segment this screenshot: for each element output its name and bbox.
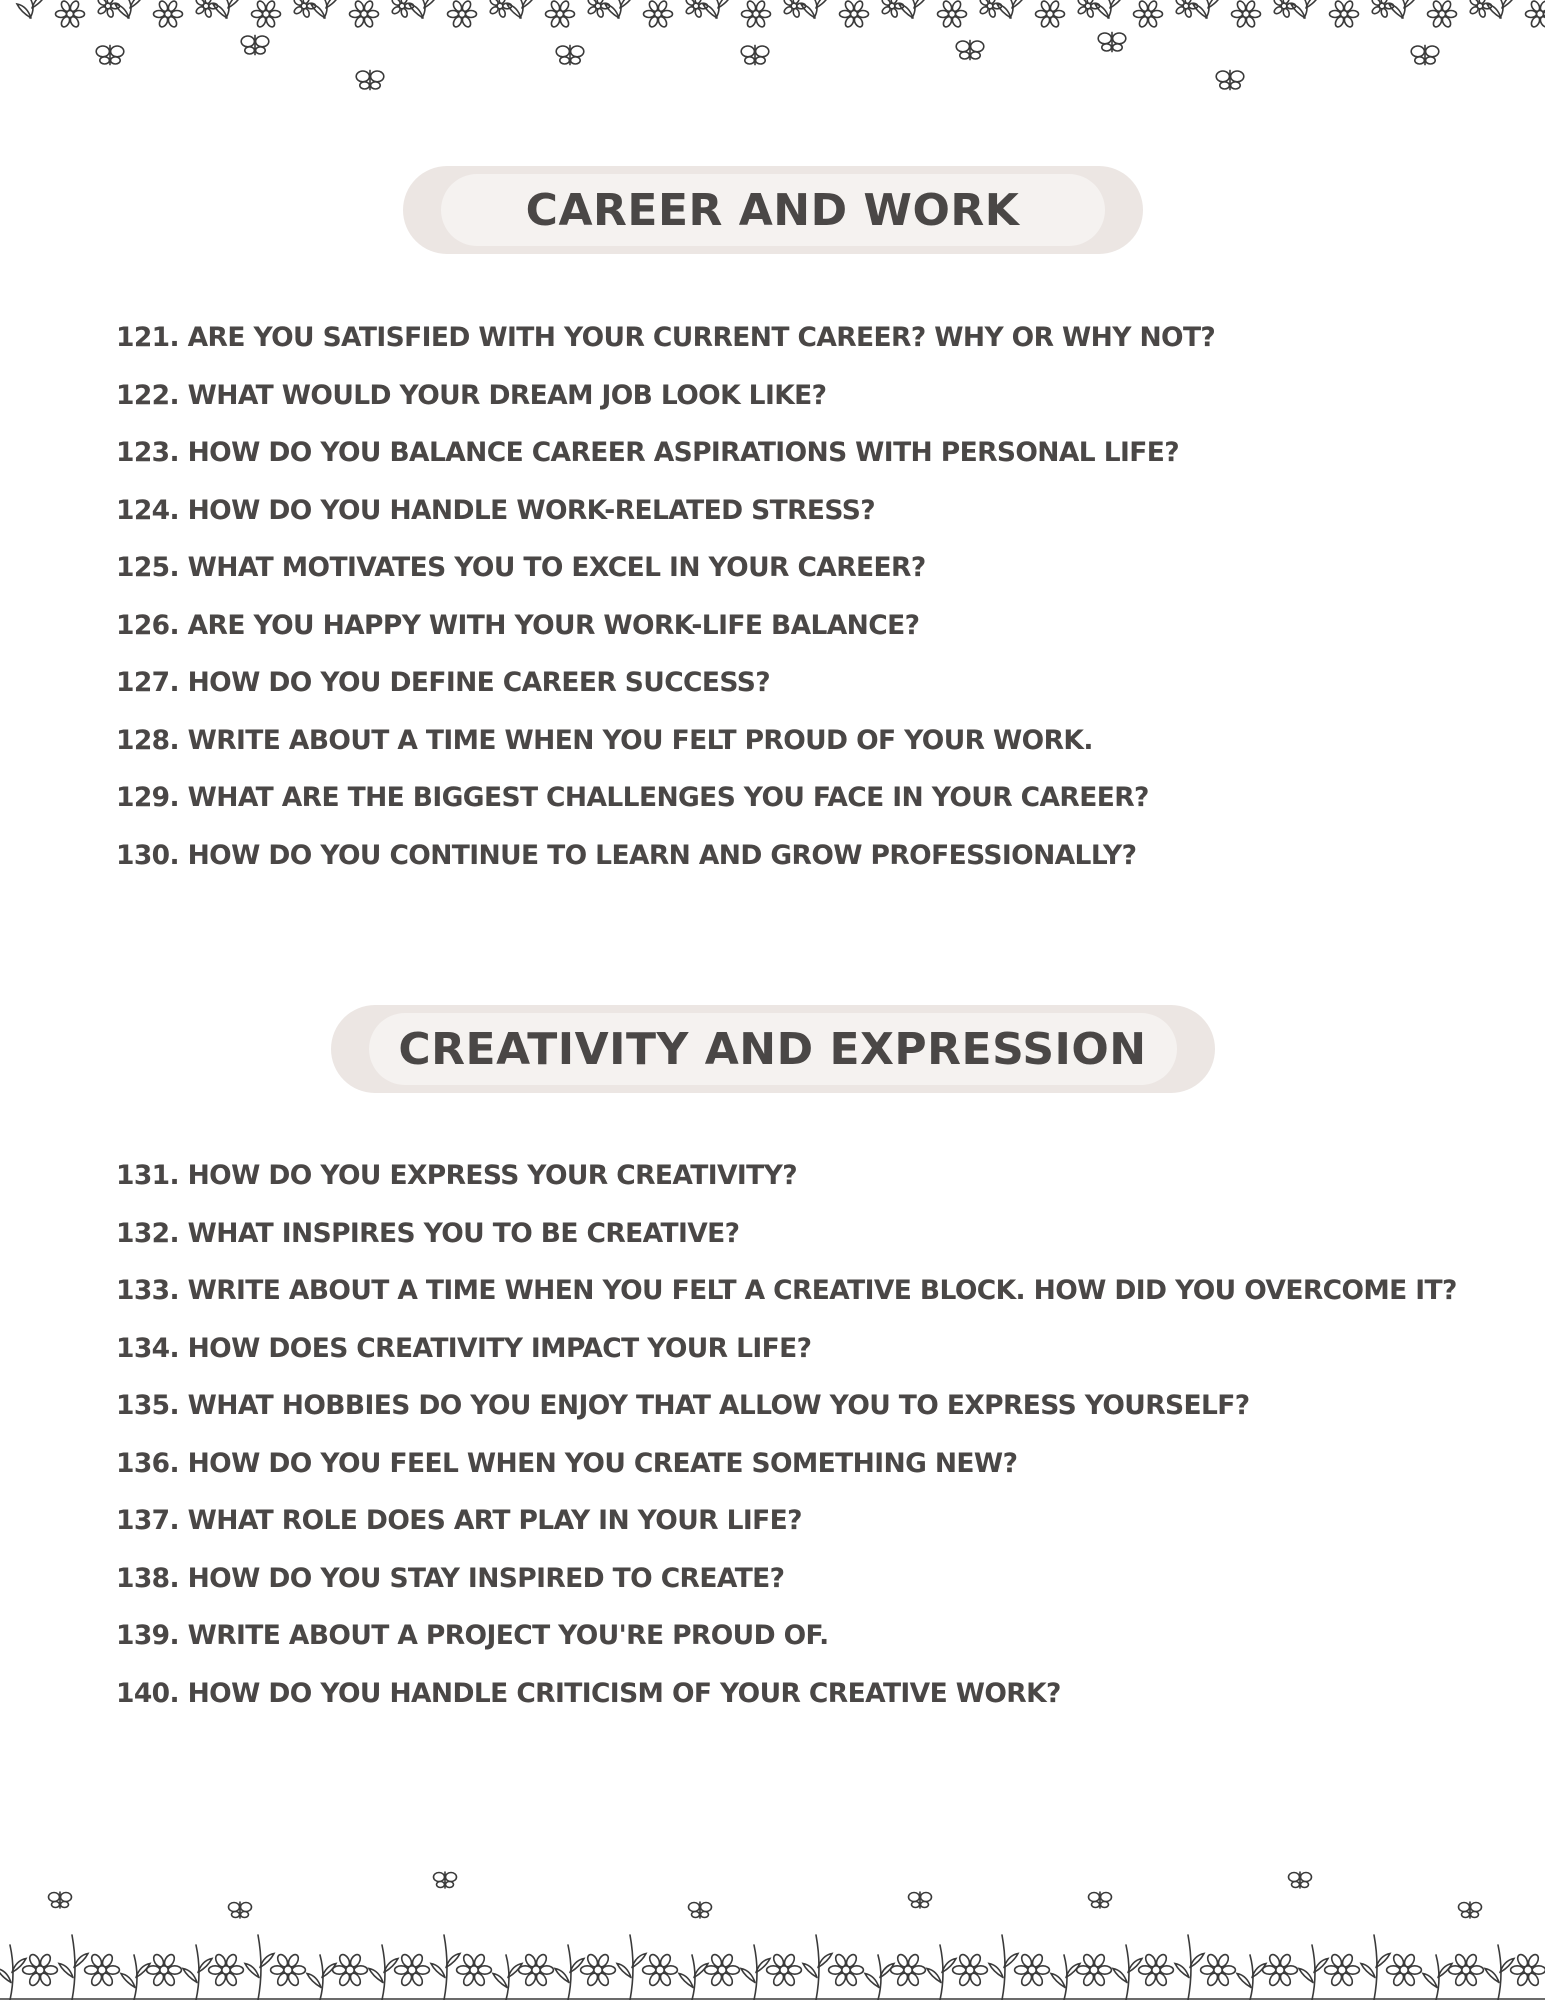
prompt-item: 132. WHAT INSPIRES YOU TO BE CREATIVE? — [116, 1217, 740, 1249]
prompt-item: 133. WRITE ABOUT A TIME WHEN YOU FELT A CREATIVE BLOCK. HOW DID YOU OVERCOME IT? — [116, 1275, 1457, 1306]
prompt-item: 123. HOW DO YOU BALANCE CAREER ASPIRATIONS WITH PERSONAL LIFE? — [116, 437, 1180, 468]
prompt-item: 139. WRITE ABOUT A PROJECT YOU'RE PROUD OF. — [116, 1620, 829, 1651]
prompt-item: 122. WHAT WOULD YOUR DREAM JOB LOOK LIKE? — [116, 379, 827, 411]
prompt-item: 136. HOW DO YOU FEEL WHEN YOU CREATE SOMETHING NEW? — [116, 1447, 1018, 1479]
section-header-creativity — [331, 1005, 1215, 1093]
prompt-item: 137. WHAT ROLE DOES ART PLAY IN YOUR LIFE? — [116, 1505, 802, 1536]
prompt-item: 131. HOW DO YOU EXPRESS YOUR CREATIVITY? — [116, 1160, 797, 1191]
floral-doodle-border-icon — [0, 0, 1545, 110]
prompt-item: 135. WHAT HOBBIES DO YOU ENJOY THAT ALLOW YOU TO EXPRESS YOURSELF? — [116, 1390, 1250, 1421]
prompt-item: 124. HOW DO YOU HANDLE WORK-RELATED STRESS? — [116, 494, 875, 526]
prompt-item: 128. WRITE ABOUT A TIME WHEN YOU FELT PROUD OF YOUR WORK. — [116, 724, 1093, 756]
prompt-item: 134. HOW DOES CREATIVITY IMPACT YOUR LIFE? — [116, 1332, 812, 1364]
prompt-item: 130. HOW DO YOU CONTINUE TO LEARN AND GROW PROFESSIONALLY? — [116, 839, 1137, 871]
section-title: CAREER AND WORK — [525, 184, 1020, 236]
prompt-item: 125. WHAT MOTIVATES YOU TO EXCEL IN YOUR CAREER? — [116, 552, 926, 583]
prompt-item: 138. HOW DO YOU STAY INSPIRED TO CREATE? — [116, 1562, 785, 1594]
section-header-career — [403, 166, 1143, 254]
prompt-item: 121. ARE YOU SATISFIED WITH YOUR CURRENT CAREER? WHY OR WHY NOT? — [116, 322, 1216, 353]
prompt-item: 129. WHAT ARE THE BIGGEST CHALLENGES YOU FACE IN YOUR CAREER? — [116, 782, 1149, 813]
floral-border-top — [0, 0, 1545, 110]
prompt-item: 127. HOW DO YOU DEFINE CAREER SUCCESS? — [116, 667, 770, 698]
floral-doodle-border-icon — [0, 1850, 1545, 2000]
section-title: CREATIVITY AND EXPRESSION — [398, 1023, 1147, 1075]
prompt-list-career — [116, 318, 1215, 893]
floral-border-bottom — [0, 1850, 1545, 2000]
prompt-list-creativity — [116, 1156, 1457, 1731]
prompt-item: 140. HOW DO YOU HANDLE CRITICISM OF YOUR CREATIVE WORK? — [116, 1677, 1061, 1709]
prompt-item: 126. ARE YOU HAPPY WITH YOUR WORK-LIFE BALANCE? — [116, 609, 920, 641]
